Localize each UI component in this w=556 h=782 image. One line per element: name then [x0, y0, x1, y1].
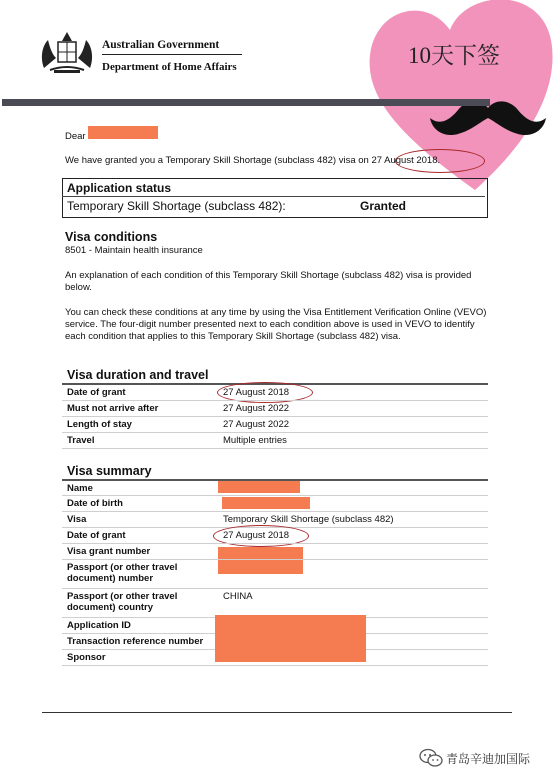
- condition-item: 8501 - Maintain health insurance: [65, 245, 203, 256]
- row-label: Sponsor: [67, 652, 106, 663]
- highlight-circle: [395, 149, 485, 173]
- row-divider: [62, 588, 488, 589]
- row-divider: [62, 665, 488, 666]
- row-divider: [62, 511, 488, 512]
- row-divider: [62, 448, 488, 449]
- row-value: 27 August 2022: [223, 419, 290, 430]
- row-label: Date of grant: [67, 387, 126, 398]
- row-value: 27 August 2018: [223, 530, 290, 541]
- row-value: 27 August 2018: [223, 387, 290, 398]
- government-name: Australian Government: [102, 39, 220, 51]
- header-divider: [102, 54, 242, 55]
- conditions-paragraph-2: You can check these conditions at any time by using the Visa Entitlement Verification Online (VEVO) service. The four-digit number presented next to each condition above is used in VEVO to identify each condition that applies to this Temporary Skill Shortage (subclass 482) visa.: [65, 307, 487, 342]
- row-label: Transaction reference number: [67, 636, 204, 647]
- status-visa-label: Temporary Skill Shortage (subclass 482):: [67, 199, 286, 213]
- header-bar: [2, 99, 490, 106]
- wechat-icon: [418, 748, 444, 768]
- row-divider: [62, 495, 488, 496]
- coat-of-arms-logo: [36, 28, 98, 76]
- row-label: Visa: [67, 514, 87, 525]
- redacted-application-details: [215, 615, 366, 662]
- visa-conditions-title: Visa conditions: [65, 230, 158, 244]
- row-label: Visa grant number: [67, 546, 151, 557]
- row-label: Date of grant: [67, 530, 126, 541]
- redacted-name: [218, 481, 300, 493]
- visa-duration-title: Visa duration and travel: [67, 368, 209, 382]
- grant-sentence-date: 27 August 2018: [371, 155, 438, 166]
- department-name: Department of Home Affairs: [102, 61, 237, 73]
- row-label: Application ID: [67, 620, 131, 631]
- application-status-title: Application status: [67, 181, 172, 195]
- redacted-date-of-birth: [222, 497, 310, 509]
- redacted-name: [88, 126, 158, 139]
- redacted-grant-and-passport-number: [218, 547, 303, 574]
- grant-sentence-prefix: We have granted you a Temporary Skill Shortage (subclass 482) visa on: [65, 155, 372, 166]
- row-label: Name: [67, 483, 93, 494]
- wechat-account-name: 青岛辛迪加国际: [446, 752, 531, 766]
- row-divider: [62, 559, 488, 560]
- row-divider: [62, 400, 488, 401]
- row-label: Travel: [67, 435, 95, 446]
- status-value: Granted: [360, 199, 407, 213]
- row-divider: [62, 416, 488, 417]
- overlay-caption: 10天下签: [408, 43, 500, 68]
- row-value: 27 August 2022: [223, 403, 290, 414]
- conditions-paragraph-1: An explanation of each condition of this Temporary Skill Shortage (subclass 482) visa is provided below.: [65, 270, 472, 293]
- visa-summary-title: Visa summary: [67, 464, 152, 478]
- grant-sentence: [65, 155, 440, 166]
- row-value: Temporary Skill Shortage (subclass 482): [223, 514, 394, 525]
- row-label: Length of stay: [67, 419, 132, 430]
- row-label: Passport (or other travel document) number: [67, 562, 178, 584]
- footer-divider: [42, 712, 512, 713]
- grant-sentence-suffix: .: [437, 155, 441, 166]
- row-label: Must not arrive after: [67, 403, 159, 414]
- row-divider: [62, 432, 488, 433]
- row-label: Date of birth: [67, 498, 123, 509]
- row-label: Passport (or other travel document) country: [67, 591, 178, 613]
- row-value: Multiple entries: [223, 435, 287, 446]
- row-value: CHINA: [223, 591, 253, 602]
- status-divider: [62, 196, 485, 197]
- salutation: Dear: [65, 131, 86, 142]
- row-divider: [62, 543, 488, 544]
